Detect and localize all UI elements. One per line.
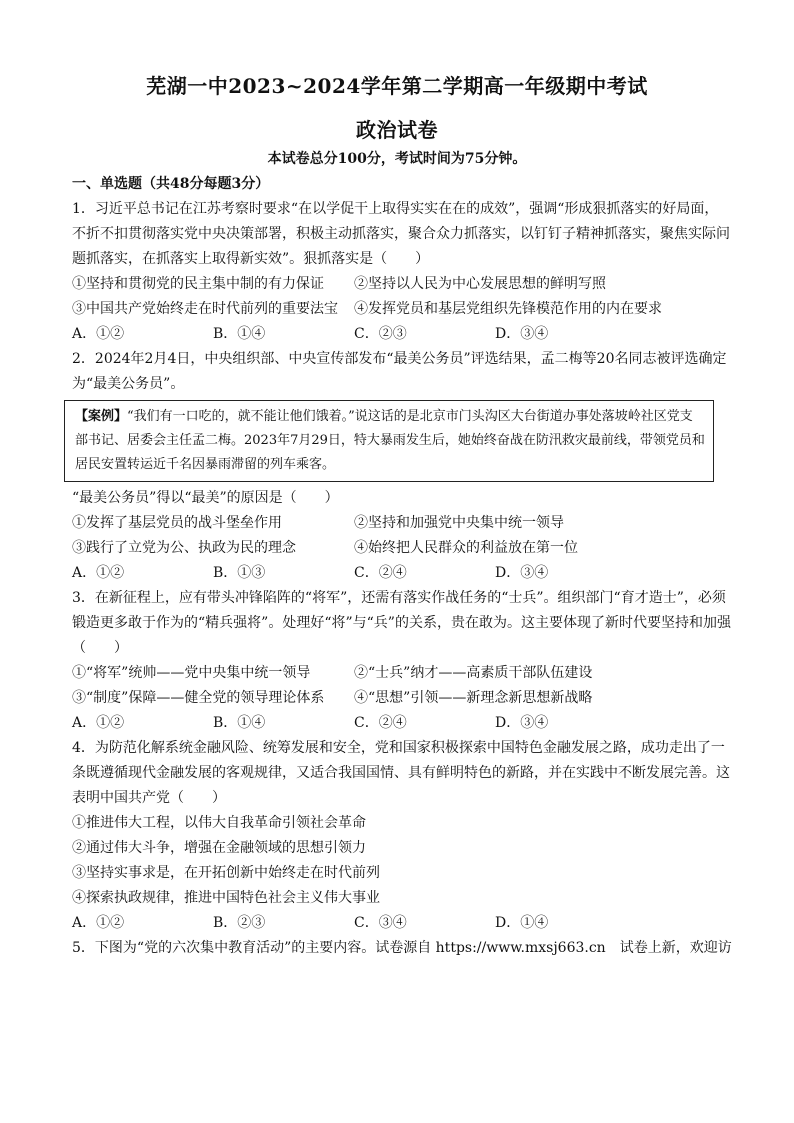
question-2-option-3: ③践行了立党为公、执政为民的理念 [72, 540, 296, 556]
question-4-option-3: ③坚持实事求是，在开拓创新中始终走在时代前列 [72, 865, 380, 881]
exam-note: 本试卷总分100分，考试时间为75分钟。 [267, 151, 527, 167]
question-1-stem: 1．习近平总书记在江苏考察时要求“在以学促干上取得实实在在的成效”，强调“形成狠抓落实的好局面，不折不扣贯彻落实党中央决策部署，积极主动抓落实，聚合众力抓落实，以钉钉子精神抓落实，聚焦实际问题抓落实，在抓落实上取得新实效”。狠抓落实是（ ） [72, 201, 730, 267]
question-3-choices [72, 711, 732, 736]
question-2-options-row-2 [72, 536, 732, 561]
question-1-options-row-1 [72, 272, 732, 297]
question-4-choice-c: C．③④ [354, 915, 407, 931]
question-2-option-1: ①发挥了基层党员的战斗堡垒作用 [72, 515, 282, 531]
exam-subject: 政治试卷 [356, 118, 438, 142]
question-3-option-1: ①“将军”统帅——党中央集中统一领导 [72, 665, 311, 681]
question-2-choice-c: C．②④ [354, 565, 407, 581]
question-3-stem: 3．在新征程上，应有带头冲锋陷阵的“将军”，还需有落实作战任务的“士兵”。组织部门“育才造士”，必须锻造更多敢于作为的“精兵强将”。处理好“将”与“兵”的关系，贵在敢为。这主要体现了新时代要坚持和加强（ ） [72, 590, 731, 656]
question-3-choice-c: C．②④ [354, 715, 407, 731]
question-1-option-4: ④发挥党员和基层党组织先锋模范作用的内在要求 [354, 301, 662, 317]
question-2-choices [72, 561, 732, 586]
question-2-stem: 2．2024年2月4日，中央组织部、中央宣传部发布“最美公务员”评选结果，孟二梅等20名同志被评选确定为“最美公务员”。 [72, 351, 727, 392]
question-4-option-2: ②通过伟大斗争，增强在金融领域的思想引领力 [72, 840, 366, 856]
case-label: 【案例】 [75, 409, 128, 424]
question-5-stem: 5．下图为“党的六次集中教育活动”的主要内容。试卷源自 https://www.mxsj663.cn 试卷上新，欢迎访 [72, 940, 732, 956]
question-2-question: “最美公务员”得以“最美”的原因是（ ） [72, 490, 339, 506]
question-1-options-row-2 [72, 297, 732, 322]
question-4-choices [72, 911, 732, 936]
question-2-option-2: ②坚持和加强党中央集中统一领导 [354, 515, 564, 531]
question-1-option-3: ③中国共产党始终走在时代前列的重要法宝 [72, 301, 338, 317]
question-3-choice-a: A．①② [72, 715, 125, 731]
question-4-choice-a: A．①② [72, 915, 125, 931]
section-heading: 一、单选题（共48分每题3分） [72, 176, 270, 192]
question-3-option-4: ④“思想”引领——新理念新思想新战略 [354, 690, 593, 706]
question-3-options-row-1 [72, 661, 732, 686]
question-2-options-row-1 [72, 511, 732, 536]
case-box [64, 400, 714, 482]
question-4-choice-b: B．②③ [213, 915, 266, 931]
question-2-option-4: ④始终把人民群众的利益放在第一位 [354, 540, 578, 556]
question-2-choice-d: D．③④ [495, 565, 549, 581]
question-3-choice-d: D．③④ [495, 715, 549, 731]
exam-title: 芜湖一中2023~2024学年第二学期高一年级期中考试 [146, 74, 648, 98]
question-1-option-2: ②坚持以人民为中心发展思想的鲜明写照 [354, 276, 606, 292]
question-1-choices [72, 322, 732, 347]
question-4-option-1: ①推进伟大工程，以伟大自我革命引领社会革命 [72, 815, 366, 831]
case-text: “我们有一口吃的，就不能让他们饿着。”说这话的是北京市门头沟区大台街道办事处落坡岭社区党支部书记、居委会主任孟二梅。2023年7月29日，特大暴雨发生后，她始终奋战在防汛救灾最前线，带领党员和居民安置转运近千名因暴雨滞留的列车乘客。 [75, 409, 705, 472]
question-4-option-4: ④探索执政规律，推进中国特色社会主义伟大事业 [72, 890, 380, 906]
question-3-options-row-2 [72, 686, 732, 711]
question-1-choice-a: A．①② [72, 326, 125, 342]
question-1-choice-d: D．③④ [495, 326, 549, 342]
question-4-stem: 4．为防范化解系统金融风险、统筹发展和安全，党和国家积极探索中国特色金融发展之路，成功走出了一条既遵循现代金融发展的客观规律，又适合我国国情、具有鲜明特色的新路，并在实践中不断发展完善。这表明中国共产党（ ） [72, 740, 730, 806]
question-2-choice-a: A．①② [72, 565, 125, 581]
question-1-choice-c: C．②③ [354, 326, 407, 342]
question-3-choice-b: B．①④ [213, 715, 266, 731]
question-3-option-3: ③“制度”保障——健全党的领导理论体系 [72, 690, 325, 706]
question-1-option-1: ①坚持和贯彻党的民主集中制的有力保证 [72, 276, 324, 292]
exam-content [72, 172, 732, 961]
question-1-choice-b: B．①④ [213, 326, 266, 342]
question-2-choice-b: B．①③ [213, 565, 266, 581]
question-3-option-2: ②“士兵”纳才——高素质干部队伍建设 [354, 665, 593, 681]
question-4-choice-d: D．①④ [495, 915, 549, 931]
